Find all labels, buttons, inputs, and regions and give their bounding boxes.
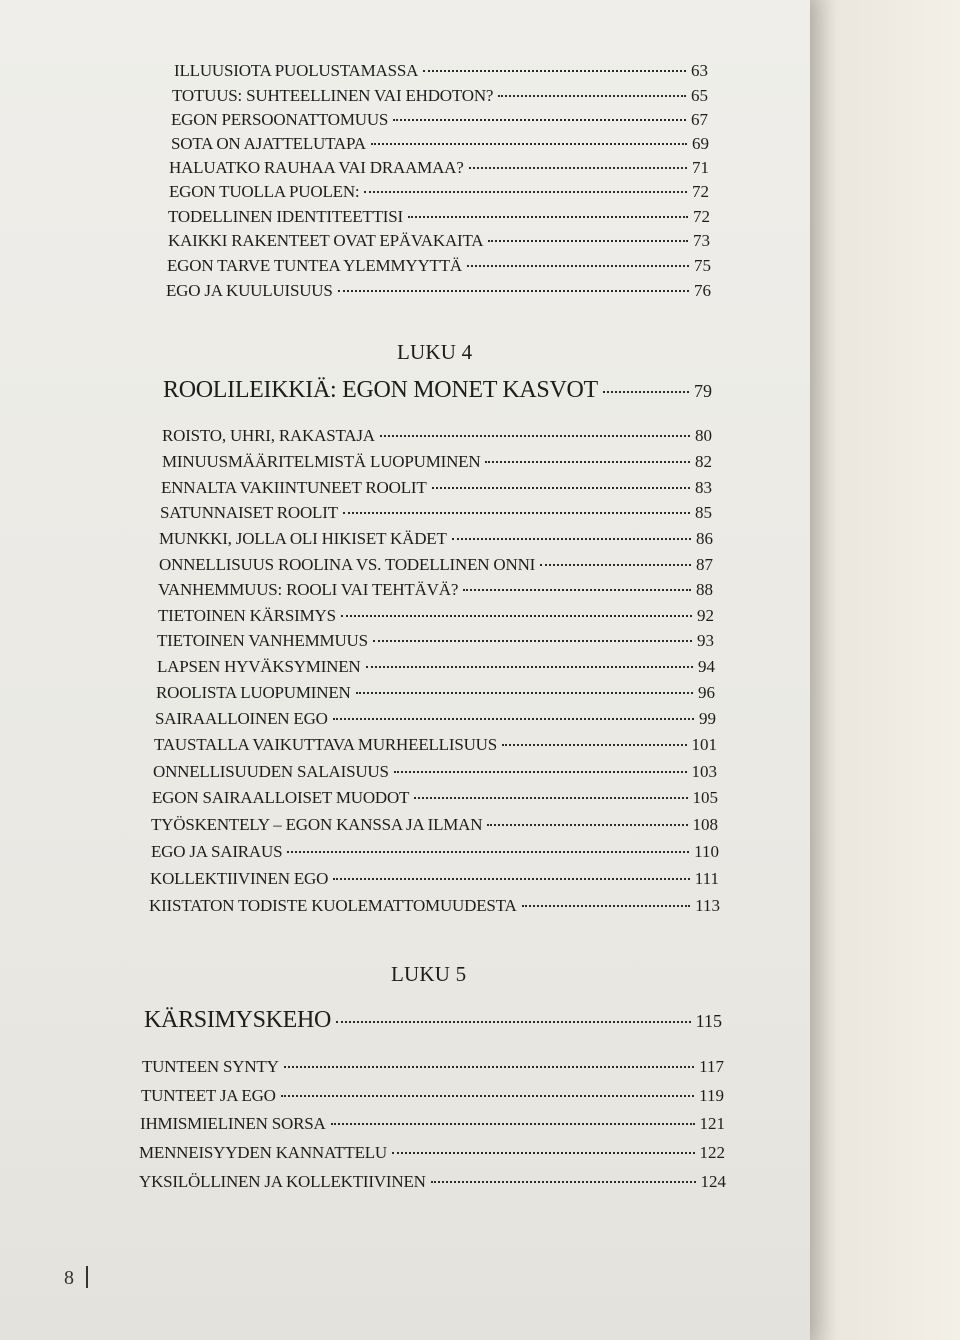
toc-entry-page: 72 bbox=[692, 182, 709, 201]
dot-leader bbox=[371, 143, 687, 145]
toc-entry bbox=[139, 1143, 725, 1163]
chapter-title-entry bbox=[144, 1007, 722, 1034]
toc-entry bbox=[149, 896, 720, 916]
toc-entry bbox=[169, 158, 709, 178]
toc-entry-title: EGON TUOLLA PUOLEN: bbox=[169, 182, 360, 201]
dot-leader bbox=[467, 265, 689, 267]
toc-entry-page: 88 bbox=[696, 580, 713, 599]
toc-entry-title: ONNELLISUUS ROOLINA VS. TODELLINEN ONNI bbox=[159, 555, 536, 574]
toc-entry bbox=[151, 842, 719, 862]
toc-entry bbox=[169, 182, 709, 202]
toc-entry-title: TAUSTALLA VAIKUTTAVA MURHEELLISUUS bbox=[154, 735, 497, 754]
dot-leader bbox=[373, 640, 692, 642]
toc-entry-title: EGON TARVE TUNTEA YLEMMYYTTÄ bbox=[167, 256, 462, 275]
toc-entry-page: 96 bbox=[698, 683, 715, 702]
toc-entry-page: 110 bbox=[694, 842, 719, 861]
dot-leader bbox=[603, 391, 689, 393]
toc-entry bbox=[159, 529, 713, 549]
toc-entry-title: YKSILÖLLINEN JA KOLLEKTIIVINEN bbox=[139, 1172, 426, 1191]
toc-entry-title: LAPSEN HYVÄKSYMINEN bbox=[157, 657, 361, 676]
toc-entry-title: IHMISMIELINEN SORSA bbox=[140, 1114, 326, 1133]
toc-entry bbox=[156, 683, 715, 703]
toc-entry bbox=[155, 709, 716, 729]
toc-entry-page: 111 bbox=[694, 869, 719, 888]
dot-leader bbox=[356, 692, 693, 694]
toc-entry-page: 124 bbox=[700, 1172, 726, 1191]
toc-entry-page: 108 bbox=[692, 815, 718, 834]
toc-entry bbox=[161, 478, 712, 498]
dot-leader bbox=[380, 435, 690, 437]
toc-entry-title: TIETOINEN VANHEMMUUS bbox=[157, 631, 368, 650]
toc-entry bbox=[162, 426, 712, 446]
toc-entry-page: 119 bbox=[699, 1086, 724, 1105]
chapter-title-entry bbox=[163, 377, 712, 404]
toc-entry-page: 83 bbox=[695, 478, 712, 497]
page-number bbox=[64, 1266, 88, 1290]
toc-entry-title: HALUATKO RAUHAA VAI DRAAMAA? bbox=[169, 158, 464, 177]
dot-leader bbox=[414, 797, 687, 799]
chapter-page: 79 bbox=[694, 381, 712, 401]
toc-entry bbox=[174, 61, 708, 81]
toc-entry-page: 87 bbox=[696, 555, 713, 574]
toc-entry-title: TODELLINEN IDENTITEETTISI bbox=[168, 207, 403, 226]
toc-entry-page: 86 bbox=[696, 529, 713, 548]
dot-leader bbox=[522, 905, 691, 907]
toc-entry-title: VANHEMMUUS: ROOLI VAI TEHTÄVÄ? bbox=[158, 580, 459, 599]
toc-entry bbox=[154, 735, 717, 755]
dot-leader bbox=[463, 589, 691, 591]
toc-entry-title: ROISTO, UHRI, RAKASTAJA bbox=[162, 426, 375, 445]
toc-entry bbox=[152, 788, 718, 808]
toc-entry-title: EGO JA SAIRAUS bbox=[151, 842, 283, 861]
dot-leader bbox=[333, 718, 694, 720]
toc-entry bbox=[172, 86, 708, 106]
toc-entry-page: 93 bbox=[697, 631, 714, 650]
dot-leader bbox=[502, 744, 687, 746]
dot-leader bbox=[540, 564, 691, 566]
toc-entry-title: KIISTATON TODISTE KUOLEMATTOMUUDESTA bbox=[149, 896, 517, 915]
toc-entry bbox=[158, 606, 714, 626]
toc-entry-page: 73 bbox=[693, 231, 710, 250]
chapter-title: ROOLILEIKKIÄ: EGON MONET KASVOT bbox=[163, 377, 598, 403]
toc-entry-page: 117 bbox=[699, 1057, 724, 1076]
toc-entry-page: 105 bbox=[692, 788, 718, 807]
dot-leader bbox=[281, 1095, 694, 1097]
dot-leader bbox=[366, 666, 693, 668]
toc-entry bbox=[153, 762, 717, 782]
dot-leader bbox=[487, 824, 687, 826]
chapter-page: 115 bbox=[695, 1011, 722, 1031]
toc-entry-title: ENNALTA VAKIINTUNEET ROOLIT bbox=[161, 478, 427, 497]
dot-leader bbox=[488, 240, 688, 242]
dot-leader bbox=[331, 1123, 695, 1125]
toc-entry-page: 76 bbox=[694, 281, 711, 300]
toc-entry-title: TOTUUS: SUHTEELLINEN VAI EHDOTON? bbox=[172, 86, 494, 105]
dot-leader bbox=[408, 216, 688, 218]
toc-entry-title: MENNEISYYDEN KANNATTELU bbox=[139, 1143, 388, 1162]
toc-entry bbox=[171, 134, 709, 154]
toc-entry-title: TUNTEEN SYNTY bbox=[142, 1057, 279, 1076]
dot-leader bbox=[287, 851, 689, 853]
dot-leader bbox=[336, 1021, 691, 1023]
toc-entry-page: 63 bbox=[691, 61, 708, 80]
toc-entry bbox=[157, 631, 714, 651]
dot-leader bbox=[485, 461, 690, 463]
toc-entry bbox=[166, 281, 711, 301]
toc-entry-title: KAIKKI RAKENTEET OVAT EPÄVAKAITA bbox=[168, 231, 484, 250]
toc-entry-page: 122 bbox=[699, 1143, 725, 1162]
toc-entry bbox=[158, 580, 713, 600]
dot-leader bbox=[431, 1181, 696, 1183]
toc-entry-title: EGO JA KUULUISUUS bbox=[166, 281, 333, 300]
toc-entry bbox=[168, 231, 710, 251]
toc-entry-title: SOTA ON AJATTELUTAPA bbox=[171, 134, 366, 153]
toc-entry bbox=[140, 1114, 725, 1134]
dot-leader bbox=[469, 167, 687, 169]
dot-leader bbox=[341, 615, 692, 617]
toc-entry bbox=[150, 869, 719, 889]
dot-leader bbox=[343, 512, 690, 514]
toc-entry-page: 94 bbox=[698, 657, 715, 676]
dot-leader bbox=[284, 1066, 694, 1068]
toc-entry bbox=[162, 452, 712, 472]
toc-entry-title: MUNKKI, JOLLA OLI HIKISET KÄDET bbox=[159, 529, 447, 548]
toc-entry-page: 101 bbox=[691, 735, 717, 754]
toc-entry-title: SATUNNAISET ROOLIT bbox=[160, 503, 338, 522]
toc-entry-page: 69 bbox=[692, 134, 709, 153]
toc-entry-title: TIETOINEN KÄRSIMYS bbox=[158, 606, 336, 625]
toc-entry-title: ONNELLISUUDEN SALAISUUS bbox=[153, 762, 389, 781]
chapter-label: LUKU 4 bbox=[397, 340, 473, 364]
adjacent-page-edge bbox=[810, 0, 960, 1340]
toc-entry bbox=[160, 503, 712, 523]
toc-entry-title: MINUUSMÄÄRITELMISTÄ LUOPUMINEN bbox=[162, 452, 481, 471]
dot-leader bbox=[452, 538, 691, 540]
dot-leader bbox=[393, 119, 686, 121]
toc-entry-page: 67 bbox=[691, 110, 708, 129]
toc-entry-page: 99 bbox=[699, 709, 716, 728]
dot-leader bbox=[392, 1152, 694, 1154]
toc-entry-title: KOLLEKTIIVINEN EGO bbox=[150, 869, 329, 888]
toc-entry-page: 80 bbox=[695, 426, 712, 445]
toc-entry-page: 75 bbox=[694, 256, 711, 275]
toc-entry-page: 85 bbox=[695, 503, 712, 522]
toc-entry-page: 103 bbox=[691, 762, 717, 781]
toc-entry-page: 65 bbox=[691, 86, 708, 105]
dot-leader bbox=[498, 95, 686, 97]
toc-entry bbox=[157, 657, 715, 677]
dot-leader bbox=[333, 878, 690, 880]
toc-entry-title: ILLUUSIOTA PUOLUSTAMASSA bbox=[174, 61, 419, 80]
dot-leader bbox=[432, 487, 690, 489]
toc-entry bbox=[142, 1057, 724, 1077]
toc-entry-title: TYÖSKENTELY – EGON KANSSA JA ILMAN bbox=[151, 815, 483, 834]
toc-entry bbox=[139, 1172, 726, 1192]
toc-entry bbox=[171, 110, 708, 130]
toc-entry-title: EGON PERSOONATTOMUUS bbox=[171, 110, 389, 129]
page-number-divider bbox=[86, 1266, 88, 1288]
toc-entry-page: 121 bbox=[699, 1114, 725, 1133]
toc-entry-title: EGON SAIRAALLOISET MUODOT bbox=[152, 788, 410, 807]
chapter-title: KÄRSIMYSKEHO bbox=[144, 1007, 332, 1033]
toc-entry bbox=[168, 207, 710, 227]
toc-entry bbox=[141, 1086, 724, 1106]
toc-entry-page: 82 bbox=[695, 452, 712, 471]
chapter-label: LUKU 5 bbox=[391, 962, 467, 986]
page-number-value: 8 bbox=[64, 1267, 74, 1289]
dot-leader bbox=[423, 70, 686, 72]
toc-entry-page: 71 bbox=[692, 158, 709, 177]
dot-leader bbox=[394, 771, 687, 773]
toc-entry-page: 113 bbox=[695, 896, 720, 915]
toc-entry-title: TUNTEET JA EGO bbox=[141, 1086, 276, 1105]
dot-leader bbox=[338, 290, 689, 292]
toc-entry-page: 72 bbox=[693, 207, 710, 226]
dot-leader bbox=[364, 191, 687, 193]
toc-entry-page: 92 bbox=[697, 606, 714, 625]
toc-entry-title: ROOLISTA LUOPUMINEN bbox=[156, 683, 351, 702]
toc-entry bbox=[159, 555, 713, 575]
toc-entry bbox=[167, 256, 711, 276]
toc-entry-title: SAIRAALLOINEN EGO bbox=[155, 709, 328, 728]
toc-entry bbox=[151, 815, 718, 835]
